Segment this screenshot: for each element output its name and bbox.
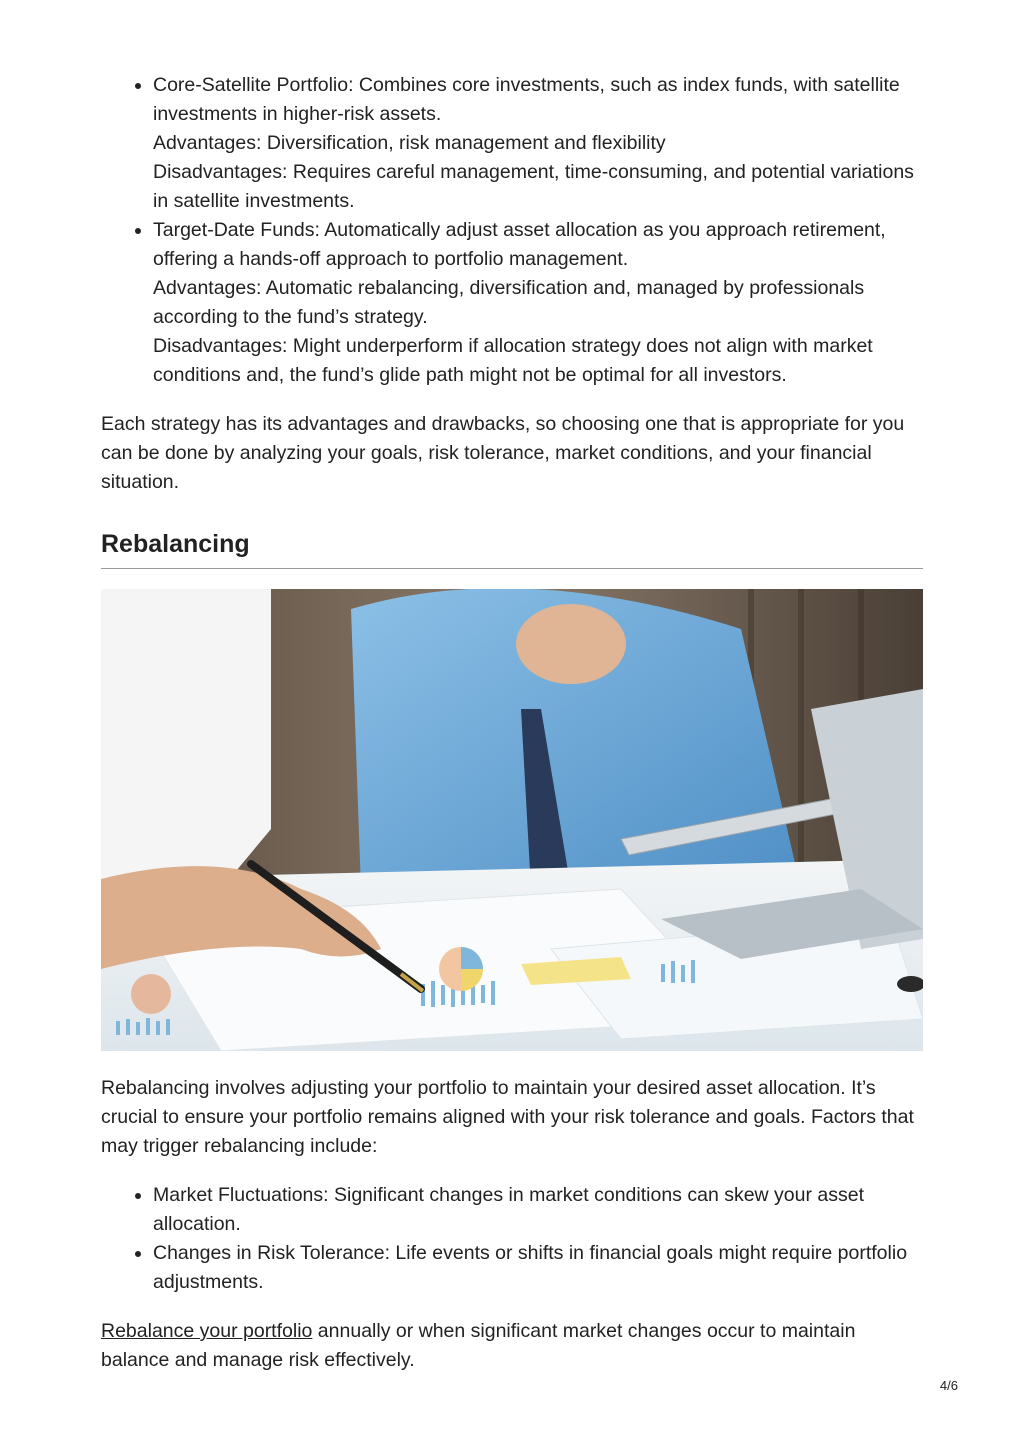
rebalance-advice-text: annually or when significant market changes occur to maintain balance and manage risk effectively. — [101, 1320, 856, 1371]
list-item-disadvantages: Disadvantages: Requires careful management, time-consuming, and potential variations in satellite investments. — [153, 161, 914, 212]
list-item: Changes in Risk Tolerance: Life events or shifts in financial goals might require portfolio adjustments. — [153, 1239, 923, 1297]
list-item-main: Core-Satellite Portfolio: Combines core investments, such as index funds, with satellite investments in higher-risk assets. — [153, 74, 900, 125]
rebalancing-intro-paragraph: Rebalancing involves adjusting your portfolio to maintain your desired asset allocation. It’s crucial to ensure your portfolio remains aligned with your risk tolerance and goals. Factors that may trigger rebalancing include: — [101, 1077, 914, 1157]
list-item-main: Target-Date Funds: Automatically adjust asset allocation as you approach retirement, offering a hands-off approach to portfolio management. — [153, 219, 886, 270]
rebalance-advice-paragraph — [101, 1317, 923, 1375]
list-item — [153, 216, 923, 390]
page-number: 4/6 — [939, 1378, 958, 1393]
business-meeting-photo — [101, 589, 923, 1051]
rebalancing-triggers-list — [101, 1181, 923, 1297]
article-content — [101, 70, 923, 1375]
section-heading: Rebalancing — [101, 527, 923, 569]
list-item-advantages: Advantages: Diversification, risk management and flexibility — [153, 132, 666, 154]
rebalance-portfolio-link[interactable]: Rebalance your portfolio — [101, 1320, 313, 1342]
list-item — [153, 71, 923, 216]
photo-illustration — [101, 589, 923, 1051]
list-item-advantages: Advantages: Automatic rebalancing, diversification and, managed by professionals according to the fund’s strategy. — [153, 277, 865, 328]
strategy-summary-paragraph: Each strategy has its advantages and drawbacks, so choosing one that is appropriate for you can be done by analyzing your goals, risk tolerance, market conditions, and your financial situation. — [101, 413, 905, 493]
strategy-list — [101, 71, 923, 390]
list-item-disadvantages: Disadvantages: Might underperform if allocation strategy does not align with market conditions and, the fund’s glide path might not be optimal for all investors. — [153, 335, 873, 386]
list-item: Market Fluctuations: Significant changes in market conditions can skew your asset allocation. — [153, 1181, 923, 1239]
